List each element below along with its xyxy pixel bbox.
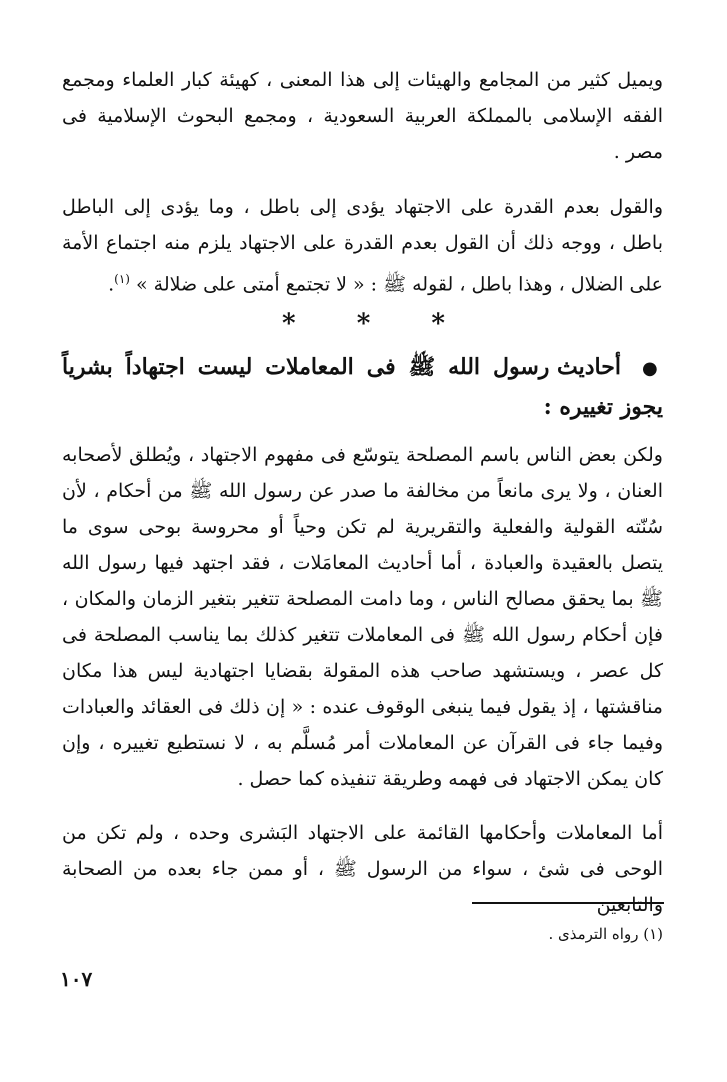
separator-star: * xyxy=(356,309,371,339)
paragraph-1 xyxy=(62,62,663,170)
footnote-divider xyxy=(472,902,664,904)
footnote-reference: (١) xyxy=(114,272,130,286)
page-number: ١٠٧ xyxy=(60,967,93,991)
bullet-icon: ● xyxy=(641,358,663,379)
paragraph-2-body: والقول بعدم القدرة على الاجتهاد يؤدى إلى باطل ، وما يؤدى إلى الباطل باطل ، ووجه ذلك أن القول بعدم القدرة على الاجتهاد يلزم منه اجتماع الأمة على الضلال ، وهذا باطل ، لقوله ﷺ : « لا تجتمع أمتى على ضلالة » xyxy=(62,196,663,296)
separator-star: * xyxy=(431,309,445,339)
section-heading xyxy=(62,348,663,426)
paragraph-2-text: والقول بعدم القدرة على الاجتهاد يؤدى إلى باطل ، وما يؤدى إلى الباطل باطل ، ووجه ذلك أن القول بعدم القدرة على الاجتهاد يلزم منه اجتماع الأمة على الضلال ، وهذا باطل ، لقوله ﷺ : « لا تجتمع أمتى على ضلالة » $^{(١)}$. xyxy=(62,196,663,296)
separator-star: * xyxy=(282,309,296,339)
paragraph-3-text: ولكن بعض الناس باسم المصلحة يتوسّع فى مفهوم الاجتهاد ، ويُطلق لأصحابه العنان ، ولا يرى مانعاً من مخالفة ما صدر عن رسول الله ﷺ من أحكام ، لأن سُنّته القولية والفعلية والتقريرية لم تكن وحياً أو محروسة بوحى سوى ما يتصل بالعقيدة والعبادة ، أما أحاديث المعامَلات ، فقد اجتهد فيها رسول الله ﷺ بما يحقق مصالح الناس ، وما دامت المصلحة تتغير بتغير الزمان والمكان ، فإن أحكام رسول الله ﷺ فى المعاملات تتغير كذلك بما يناسب المصلحة فى كل عصر ، ويستشهد صاحب هذه المقولة بقضايا اجتهادية ليس هذا مكان مناقشتها ، إذ يقول فيما ينبغى الوقوف عنده : « إن ذلك فى العقائد والعبادات وفيما جاء فى القرآن عن المعاملات أمر مُسلَّم به ، لا نستطيع تغييره ، وإن كان يمكن الاجتهاد فى فهمه وطريقة تنفيذه كما حصل . xyxy=(62,444,663,790)
paragraph-4 xyxy=(62,815,663,923)
section-separator xyxy=(0,306,727,342)
paragraph-3 xyxy=(62,437,663,797)
paragraph-2 xyxy=(62,189,663,302)
section-heading-text: أحاديث رسول الله ﷺ فى المعاملات ليست اجتهاداً بشرياً يجوز تغييره : xyxy=(62,354,663,420)
footnote: (١) رواه الترمذى . xyxy=(548,925,663,943)
paragraph-4-text: أما المعاملات وأحكامها القائمة على الاجتهاد البَشرى وحده ، ولم تكن من الوحى فى شئ ، سواء من الرسول ﷺ ، أو ممن جاء بعده من الصحابة والتابعين xyxy=(62,822,663,916)
paragraph-1-text: ويميل كثير من المجامع والهيئات إلى هذا المعنى ، كهيئة كبار العلماء ومجمع الفقه الإسلامى بالمملكة العربية السعودية ، ومجمع البحوث الإسلامية فى مصر . xyxy=(62,69,663,163)
